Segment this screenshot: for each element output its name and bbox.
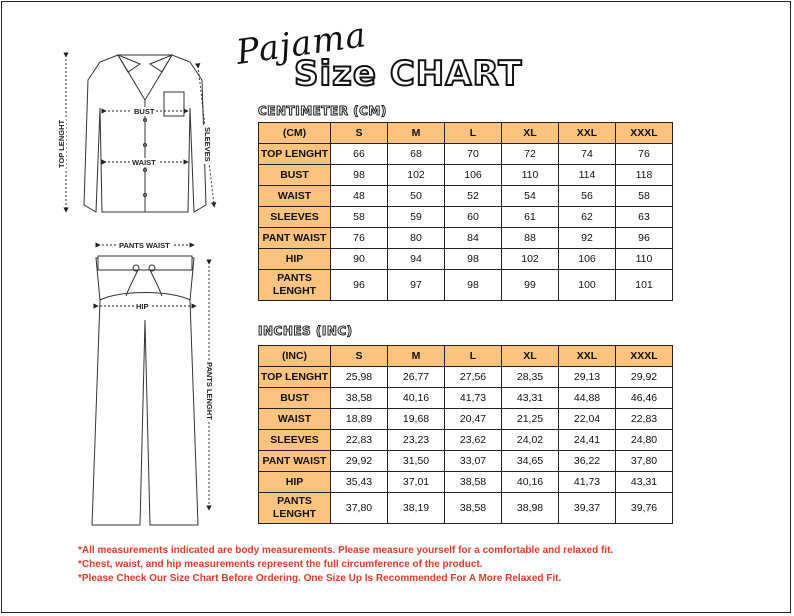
value-cell: 27,56 [445, 367, 502, 388]
table-row [259, 165, 673, 186]
bust-label: BUST [134, 107, 155, 116]
table-row [259, 472, 673, 493]
value-cell: 80 [388, 228, 445, 249]
value-cell: 52 [445, 186, 502, 207]
value-cell: 101 [616, 270, 673, 301]
size-header-cell: M [388, 123, 445, 144]
value-cell: 60 [445, 207, 502, 228]
value-cell: 41,73 [559, 472, 616, 493]
value-cell: 94 [388, 249, 445, 270]
note-line: *All measurements indicated are body measurements. Please measure yourself for a comfortable and relaxed fit. [78, 545, 614, 556]
value-cell: 102 [502, 249, 559, 270]
value-cell: 38,58 [331, 388, 388, 409]
value-cell: 29,92 [616, 367, 673, 388]
pants-waist-label: PANTS WAIST [119, 241, 170, 250]
size-header-cell: XL [502, 346, 559, 367]
value-cell: 29,92 [331, 451, 388, 472]
value-cell: 44,88 [559, 388, 616, 409]
inch-section-label: INCHES (INC) [258, 324, 353, 338]
value-cell: 31,50 [388, 451, 445, 472]
value-cell: 36,22 [559, 451, 616, 472]
value-cell: 25,98 [331, 367, 388, 388]
pants-drawing [92, 256, 198, 525]
value-cell: 63 [616, 207, 673, 228]
table-row [259, 430, 673, 451]
row-label-cell: HIP [259, 472, 331, 493]
value-cell: 46,46 [616, 388, 673, 409]
value-cell: 41,73 [445, 388, 502, 409]
value-cell: 118 [616, 165, 673, 186]
value-cell: 43,31 [616, 472, 673, 493]
value-cell: 39,76 [616, 493, 673, 524]
value-cell: 37,80 [331, 493, 388, 524]
row-label-cell: WAIST [259, 409, 331, 430]
table-row [259, 493, 673, 524]
page-title: Size CHART [294, 54, 523, 94]
table-header-row [259, 346, 673, 367]
row-label-cell: TOP LENGHT [259, 367, 331, 388]
size-header-cell: XL [502, 123, 559, 144]
top-length-label: TOP LENGHT [57, 119, 66, 168]
value-cell: 29,13 [559, 367, 616, 388]
value-cell: 58 [331, 207, 388, 228]
value-cell: 33,07 [445, 451, 502, 472]
title-script: Pajama [233, 15, 370, 73]
cm-size-table [258, 122, 673, 301]
size-header-cell: L [445, 123, 502, 144]
value-cell: 39,37 [559, 493, 616, 524]
sleeves-label: SLEEVES [203, 127, 212, 162]
row-label-cell: PANTS LENGHT [259, 493, 331, 524]
value-cell: 97 [388, 270, 445, 301]
table-row [259, 207, 673, 228]
value-cell: 40,16 [502, 472, 559, 493]
value-cell: 23,23 [388, 430, 445, 451]
value-cell: 35,43 [331, 472, 388, 493]
table-row [259, 367, 673, 388]
size-header-cell: XXXL [616, 123, 673, 144]
value-cell: 18,89 [331, 409, 388, 430]
value-cell: 68 [388, 144, 445, 165]
value-cell: 21,25 [502, 409, 559, 430]
value-cell: 92 [559, 228, 616, 249]
value-cell: 54 [502, 186, 559, 207]
note-line: *Please Check Our Size Chart Before Ordering. One Size Up Is Recommended For A More Relaxed Fit. [78, 573, 562, 584]
value-cell: 43,31 [502, 388, 559, 409]
value-cell: 40,16 [388, 388, 445, 409]
table-row [259, 388, 673, 409]
value-cell: 19,68 [388, 409, 445, 430]
table-row [259, 249, 673, 270]
value-cell: 22,83 [331, 430, 388, 451]
value-cell: 56 [559, 186, 616, 207]
value-cell: 24,02 [502, 430, 559, 451]
value-cell: 76 [616, 144, 673, 165]
value-cell: 106 [445, 165, 502, 186]
unit-header-cell: (INC) [259, 346, 331, 367]
inch-size-table [258, 345, 673, 524]
size-header-cell: XXXL [616, 346, 673, 367]
value-cell: 62 [559, 207, 616, 228]
value-cell: 98 [331, 165, 388, 186]
table-row [259, 228, 673, 249]
value-cell: 24,41 [559, 430, 616, 451]
value-cell: 22,83 [616, 409, 673, 430]
row-label-cell: WAIST [259, 186, 331, 207]
value-cell: 37,80 [616, 451, 673, 472]
value-cell: 70 [445, 144, 502, 165]
value-cell: 20,47 [445, 409, 502, 430]
value-cell: 22,04 [559, 409, 616, 430]
value-cell: 26,77 [388, 367, 445, 388]
value-cell: 50 [388, 186, 445, 207]
shirt-drawing [84, 55, 206, 212]
table-row [259, 144, 673, 165]
row-label-cell: HIP [259, 249, 331, 270]
row-label-cell: SLEEVES [259, 207, 331, 228]
value-cell: 106 [559, 249, 616, 270]
row-label-cell: BUST [259, 388, 331, 409]
value-cell: 38,19 [388, 493, 445, 524]
value-cell: 96 [616, 228, 673, 249]
value-cell: 90 [331, 249, 388, 270]
row-label-cell: PANT WAIST [259, 451, 331, 472]
waist-label: WAIST [132, 158, 156, 167]
value-cell: 100 [559, 270, 616, 301]
row-label-cell: BUST [259, 165, 331, 186]
value-cell: 76 [331, 228, 388, 249]
table-row [259, 186, 673, 207]
row-label-cell: TOP LENGHT [259, 144, 331, 165]
value-cell: 96 [331, 270, 388, 301]
value-cell: 38,58 [445, 493, 502, 524]
value-cell: 37,01 [388, 472, 445, 493]
size-header-cell: L [445, 346, 502, 367]
value-cell: 38,98 [502, 493, 559, 524]
row-label-cell: PANT WAIST [259, 228, 331, 249]
hip-label: HIP [136, 302, 149, 311]
size-header-cell: XXL [559, 346, 616, 367]
value-cell: 28,35 [502, 367, 559, 388]
table-row [259, 270, 673, 301]
value-cell: 110 [502, 165, 559, 186]
row-label-cell: PANTS LENGHT [259, 270, 331, 301]
unit-header-cell: (CM) [259, 123, 331, 144]
pants-length-label: PANTS LENGHT [205, 362, 214, 420]
table-row [259, 451, 673, 472]
value-cell: 88 [502, 228, 559, 249]
value-cell: 38,58 [445, 472, 502, 493]
value-cell: 84 [445, 228, 502, 249]
value-cell: 58 [616, 186, 673, 207]
value-cell: 72 [502, 144, 559, 165]
row-label-cell: SLEEVES [259, 430, 331, 451]
table-header-row [259, 123, 673, 144]
value-cell: 66 [331, 144, 388, 165]
value-cell: 74 [559, 144, 616, 165]
value-cell: 23,62 [445, 430, 502, 451]
value-cell: 48 [331, 186, 388, 207]
value-cell: 98 [445, 249, 502, 270]
table-row [259, 409, 673, 430]
value-cell: 34,65 [502, 451, 559, 472]
value-cell: 59 [388, 207, 445, 228]
cm-section-label: CENTIMETER (CM) [258, 104, 387, 118]
value-cell: 114 [559, 165, 616, 186]
size-header-cell: S [331, 123, 388, 144]
value-cell: 102 [388, 165, 445, 186]
notes [78, 544, 613, 586]
size-header-cell: XXL [559, 123, 616, 144]
value-cell: 61 [502, 207, 559, 228]
value-cell: 98 [445, 270, 502, 301]
size-header-cell: S [331, 346, 388, 367]
value-cell: 24,80 [616, 430, 673, 451]
size-header-cell: M [388, 346, 445, 367]
value-cell: 99 [502, 270, 559, 301]
value-cell: 110 [616, 249, 673, 270]
note-line: *Chest, waist, and hip measurements represent the full circumference of the product. [78, 559, 483, 570]
